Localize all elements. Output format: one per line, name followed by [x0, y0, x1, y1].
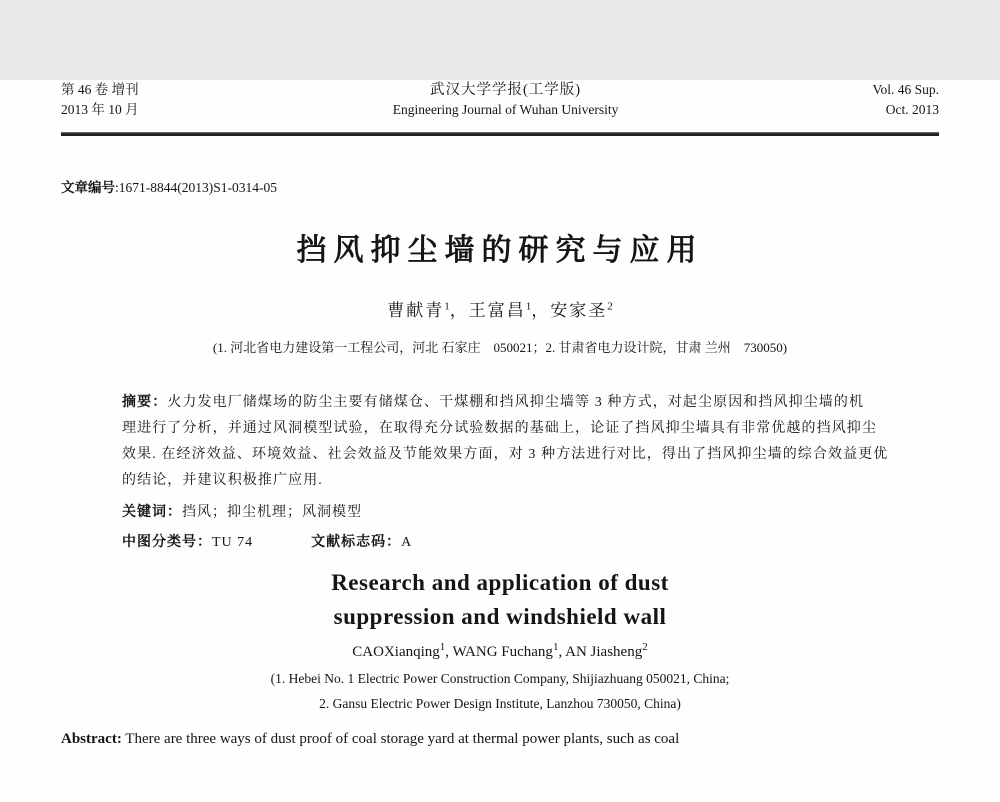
paper-title-en-line1: Research and application of dust	[331, 570, 669, 595]
affiliation-en	[61, 666, 939, 716]
doc-code-label: 文献标志码：	[311, 533, 402, 549]
abstract-zh-line: 摘要：火力发电厂储煤场的防尘主要有储煤仓、干煤棚和挡风抑尘墙等 3 种方式，对起尘原因和挡风抑尘墙的机	[122, 393, 865, 410]
article-number-value: :1671-8844(2013)S1-0314-05	[115, 180, 277, 195]
clc-value: TU 74	[212, 535, 254, 550]
keywords-zh	[122, 498, 878, 526]
affiliation-zh: (1. 河北省电力建设第一工程公司，河北 石家庄 050021；2. 甘肃省电力设计院，甘肃 兰州 730050)	[212, 340, 788, 355]
clc-line	[122, 528, 878, 556]
paper-title-zh: 挡风抑尘墙的研究与应用	[296, 234, 704, 267]
journal-title-zh: 武汉大学学报(工学版)	[429, 82, 582, 98]
authors-zh	[61, 296, 939, 321]
journal-title-block	[393, 80, 619, 120]
journal-title-en: Engineering Journal of Wuhan University	[392, 102, 619, 117]
abstract-en-text: There are three ways of dust proof of coal storage yard at thermal power plants, such as coal	[121, 731, 680, 747]
author-zh: 安家圣$^2$	[550, 300, 613, 320]
date-line-zh: 2013 年 10 月	[61, 102, 139, 117]
paper-title-en	[61, 566, 939, 634]
affiliation-en-line2: 2. Gansu Electric Power Design Institute, Lanzhou 730050, China)	[319, 696, 681, 711]
author-en: AN Jiasheng$^2$	[565, 641, 648, 660]
volume-line: 第 46 卷 增刊	[61, 82, 139, 97]
abstract-zh-line: 理进行了分析，并通过风洞模型试验，在取得充分试验数据的基础上，论证了挡风抑尘墙具有非常优越的挡风抑尘	[122, 421, 877, 436]
journal-header	[61, 80, 939, 120]
author-zh: 曹献青$^1$，	[387, 300, 469, 320]
authors-en	[61, 641, 939, 661]
author-zh: 王富昌$^1$，	[468, 300, 551, 320]
volume-issue-block-en	[872, 80, 939, 120]
doc-code-value: A	[401, 535, 413, 550]
author-en: WANG Fuchang$^1$,	[452, 641, 566, 660]
abstract-zh-label: 摘要：	[122, 393, 168, 409]
abstract-en	[61, 727, 939, 751]
article-number-label: 文章编号	[61, 180, 115, 195]
abstract-en-label: Abstract:	[61, 731, 122, 747]
clc-label: 中图分类号：	[122, 533, 212, 549]
abstract-zh	[122, 388, 889, 494]
paper-title-en-line2: suppression and windshield wall	[333, 604, 667, 629]
volume-line-en: Vol. 46 Sup.	[872, 82, 939, 97]
keywords-text: 挡风；抑尘机理；风洞模型	[182, 505, 362, 520]
scanned-paper-page	[0, 80, 1000, 802]
abstract-zh-line: 效果. 在经济效益、环境效益、社会效益及节能效果方面，对 3 种方法进行对比，得出了挡风抑尘墙的综合效益更优	[122, 447, 889, 462]
header-rule	[61, 132, 939, 136]
abstract-zh-line: 的结论，并建议积极推广应用.	[122, 473, 323, 488]
date-line-en: Oct. 2013	[885, 102, 939, 117]
article-number	[61, 176, 939, 196]
keywords-label: 关键词：	[122, 503, 182, 519]
affiliation-en-line1: (1. Hebei No. 1 Electric Power Construction Company, Shijiazhuang 050021, China;	[270, 671, 730, 686]
author-en: CAOXianqing$^1$,	[352, 641, 453, 660]
volume-issue-block	[61, 80, 139, 120]
